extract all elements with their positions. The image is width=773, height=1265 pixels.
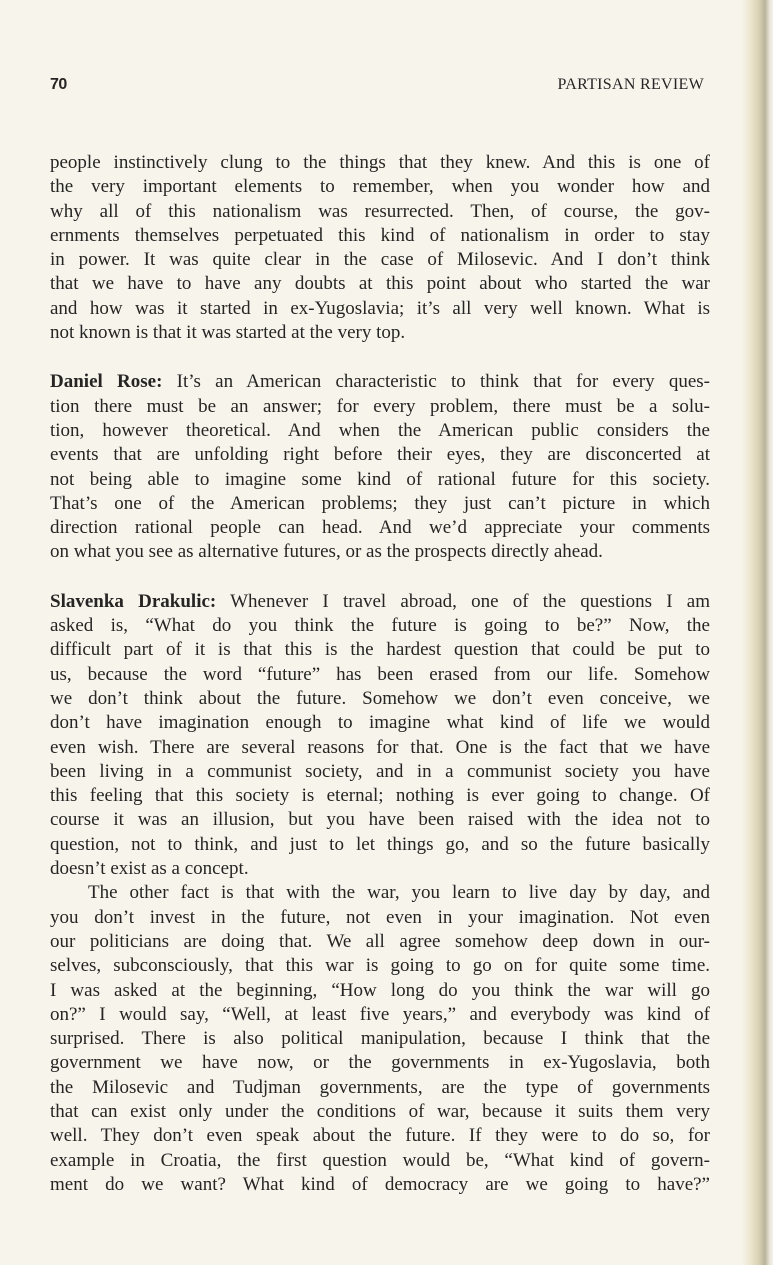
text-line	[50, 516, 710, 540]
line-text: and how was it started in ex-Yugoslavia; it’s all very well known. What is	[50, 297, 710, 319]
line-text: on what you see as alternative futures, or as the prospects directly ahead.	[50, 541, 603, 563]
page-number: 70	[50, 76, 67, 93]
text-line	[50, 200, 710, 224]
text-line	[50, 614, 710, 638]
text-line	[50, 930, 710, 954]
line-text: well. They don’t even speak about the future. If they were to do so, for	[50, 1125, 710, 1147]
line-text: That’s one of the American problems; they just can’t picture in which	[50, 492, 710, 514]
text-line	[50, 1076, 710, 1100]
paragraph	[50, 370, 710, 564]
text-line	[50, 808, 710, 832]
text-line	[50, 1051, 710, 1075]
text-line	[50, 711, 710, 735]
line-text: I was asked at the beginning, “How long do you think the war will go	[50, 979, 710, 1001]
speaker-name: Daniel Rose:	[50, 371, 163, 393]
line-text: why all of this nationalism was resurrected. Then, of course, the gov-	[50, 200, 710, 222]
text-line	[50, 881, 710, 905]
line-text: the very important elements to remember, when you wonder how and	[50, 176, 710, 198]
line-text: direction rational people can head. And we’d appreciate your comments	[50, 517, 710, 539]
line-text: course it was an illusion, but you have been raised with the idea not to	[50, 809, 710, 831]
text-line	[50, 395, 710, 419]
page-gutter-shadow	[741, 0, 773, 1265]
text-line	[50, 272, 710, 296]
line-text: the Milosevic and Tudjman governments, are the type of governments	[50, 1076, 710, 1098]
line-text: even wish. There are several reasons for that. One is the fact that we have	[50, 736, 710, 758]
article-body	[50, 151, 710, 1222]
line-text: The other fact is that with the war, you learn to live day by day, and	[88, 882, 710, 904]
line-text: don’t have imagination enough to imagine what kind of life we would	[50, 712, 710, 734]
text-line	[50, 175, 710, 199]
paragraph	[50, 151, 710, 345]
text-line	[50, 784, 710, 808]
text-line	[50, 833, 710, 857]
text-line	[50, 638, 710, 662]
text-line	[50, 1173, 710, 1197]
line-text: not known is that it was started at the very top.	[50, 322, 406, 344]
line-text: this feeling that this society is eternal; nothing is ever going to change. Of	[50, 785, 710, 807]
text-line	[50, 151, 710, 175]
text-line	[50, 1003, 710, 1027]
text-line	[50, 443, 710, 467]
running-header	[50, 76, 710, 100]
line-text: we don’t think about the future. Somehow we don’t even conceive, we	[50, 687, 710, 709]
line-text: government we have now, or the governments in ex-Yugoslavia, both	[50, 1052, 710, 1074]
text-line	[50, 224, 710, 248]
text-line	[50, 857, 710, 881]
text-line	[50, 979, 710, 1003]
line-text: asked is, “What do you think the future is going to be?” Now, the	[50, 615, 710, 637]
line-text: Whenever I travel abroad, one of the questions I am	[216, 590, 710, 612]
text-line	[50, 419, 710, 443]
running-head-title: PARTISAN REVIEW	[557, 76, 704, 93]
text-line	[50, 663, 710, 687]
text-line	[50, 1124, 710, 1148]
line-text: doesn’t exist as a concept.	[50, 858, 249, 880]
text-line	[50, 687, 710, 711]
text-line	[50, 321, 710, 345]
line-text: you don’t invest in the future, not even in your imagination. Not even	[50, 906, 710, 928]
text-line	[50, 760, 710, 784]
line-text: tion there must be an answer; for every problem, there must be a solu-	[50, 395, 710, 417]
line-text: question, not to think, and just to let things go, and so the future basically	[50, 833, 710, 855]
text-line	[50, 1149, 710, 1173]
line-text: surprised. There is also political manipulation, because I think that the	[50, 1028, 710, 1050]
line-text: events that are unfolding right before their eyes, they are disconcerted at	[50, 444, 710, 466]
line-text: been living in a communist society, and in a communist society you have	[50, 760, 710, 782]
line-text: difficult part of it is that this is the hardest question that could be put to	[50, 639, 710, 661]
line-text: that we have to have any doubts at this point about who started the war	[50, 273, 710, 295]
line-text: in power. It was quite clear in the case of Milosevic. And I don’t think	[50, 249, 710, 271]
paragraph	[50, 881, 710, 1197]
text-line	[50, 954, 710, 978]
line-text: tion, however theoretical. And when the American public considers the	[50, 419, 710, 441]
line-text: us, because the word “future” has been erased from our life. Somehow	[50, 663, 710, 685]
line-text: that can exist only under the conditions of war, because it suits them very	[50, 1100, 710, 1122]
line-text: selves, subconsciously, that this war is going to go on for quite some time.	[50, 955, 710, 977]
line-text: ernments themselves perpetuated this kind of nationalism in order to stay	[50, 224, 710, 246]
line-text: ment do we want? What kind of democracy are we going to have?”	[50, 1173, 710, 1195]
text-line	[50, 248, 710, 272]
line-text: It’s an American characteristic to think that for every ques-	[162, 371, 710, 393]
line-text: example in Croatia, the first question would be, “What kind of govern-	[50, 1149, 710, 1171]
text-line	[50, 297, 710, 321]
line-text: on?” I would say, “Well, at least five years,” and everybody was kind of	[50, 1003, 710, 1025]
text-line	[50, 492, 710, 516]
text-line	[50, 370, 710, 394]
text-line	[50, 736, 710, 760]
speaker-name: Slavenka Drakulic:	[50, 590, 217, 612]
text-line	[50, 468, 710, 492]
line-text: not being able to imagine some kind of rational future for this society.	[50, 468, 710, 490]
line-text: people instinctively clung to the things that they knew. And this is one of	[50, 152, 710, 173]
paragraph	[50, 590, 710, 882]
text-line	[50, 540, 710, 564]
text-line	[50, 906, 710, 930]
text-line	[50, 1100, 710, 1124]
text-line	[50, 590, 710, 614]
text-line	[50, 1027, 710, 1051]
line-text: our politicians are doing that. We all agree somehow deep down in our-	[50, 930, 710, 952]
